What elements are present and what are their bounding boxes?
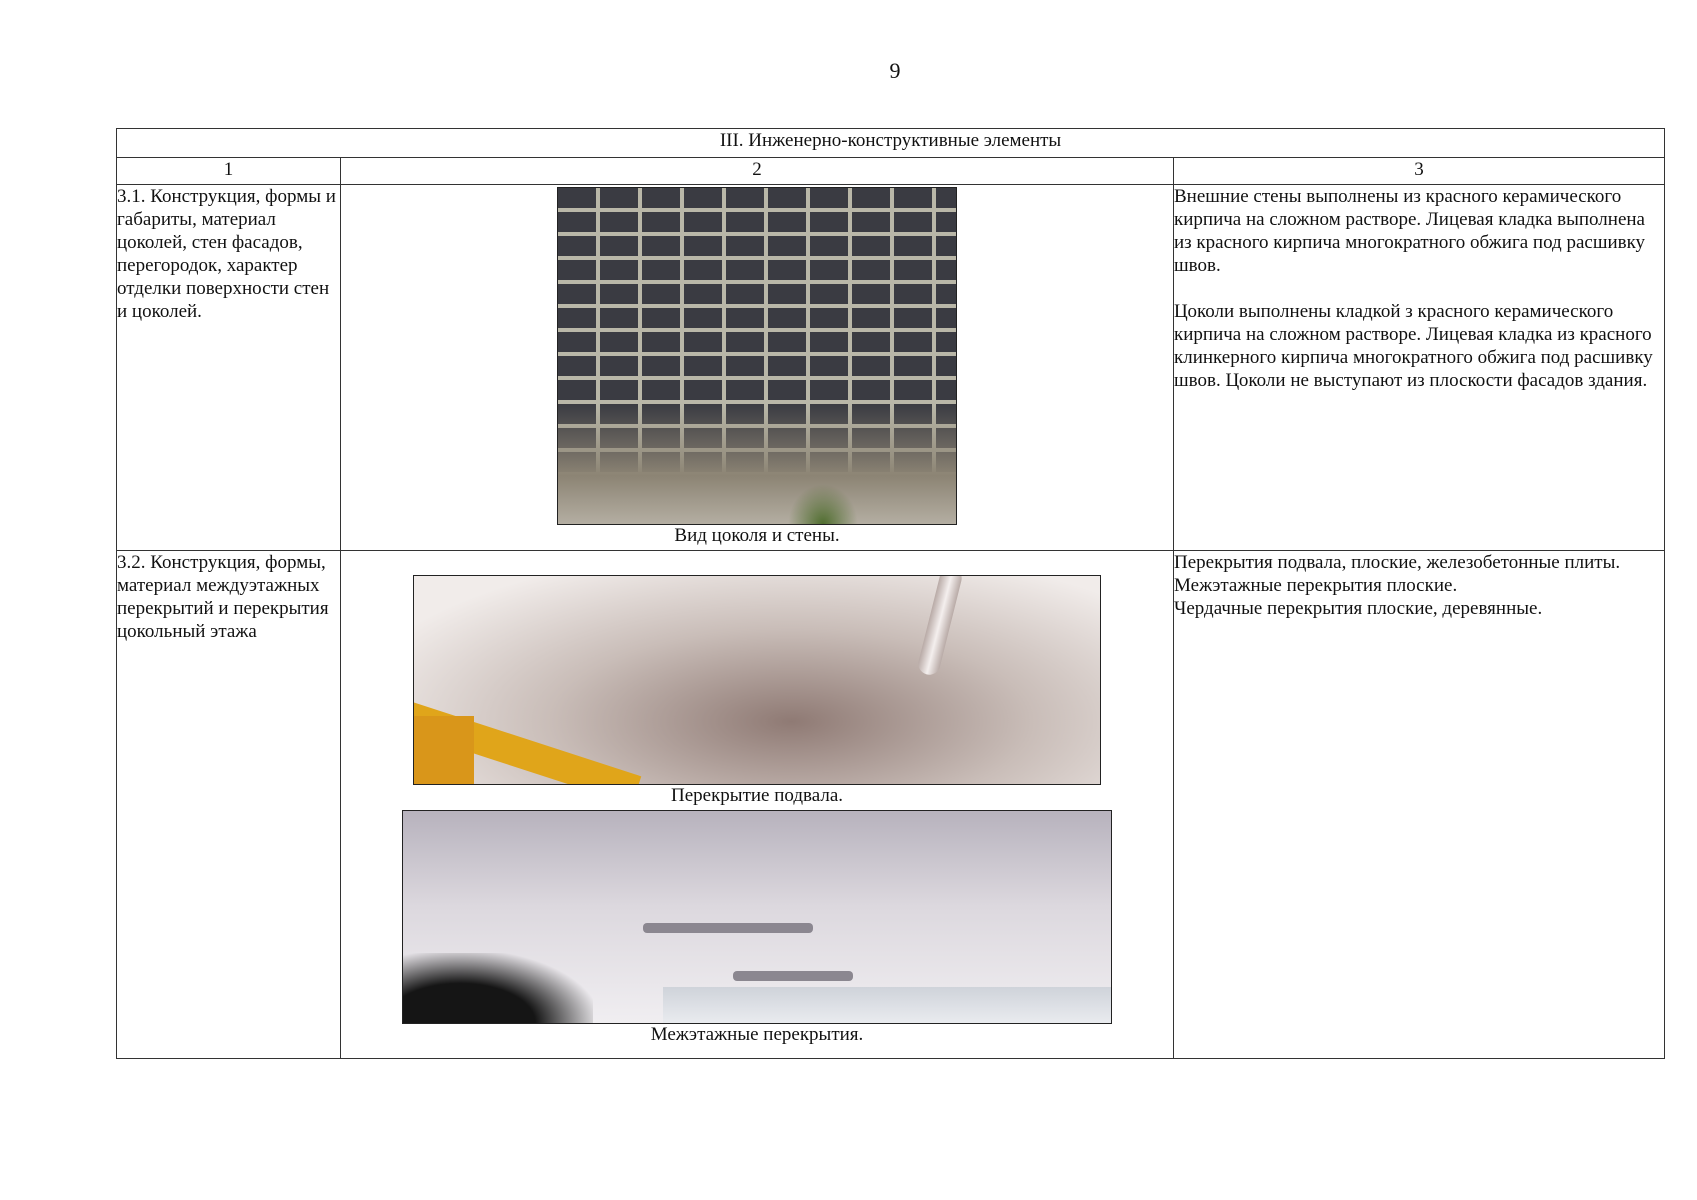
plinth-area: [558, 404, 956, 524]
table-row-3-1: [117, 185, 1665, 551]
description-cell: [1174, 185, 1665, 551]
photo-caption: Вид цоколя и стены.: [674, 525, 840, 546]
description-line: Чердачные перекрытия плоские, деревянные.: [1174, 598, 1543, 619]
column-numbers-row: [117, 158, 1665, 185]
column-number-1: 1: [117, 158, 341, 185]
row-label: 3.2. Конструкция, формы, материал междуэтажных перекрытий и перекрытия цокольный этажа: [117, 551, 341, 1059]
section-title-row: [117, 129, 1665, 158]
photo-caption: Перекрытие подвала.: [670, 785, 843, 806]
ceiling-lamp: [643, 923, 813, 933]
photo-cell: [341, 185, 1174, 551]
description-cell: [1174, 551, 1665, 1059]
description-paragraph: Цоколи выполнены кладкой з красного керамического кирпича на сложном растворе. Лицевая кладка из красного клинкерного кирпича многократного обжига под расшивку швов. Цоколи не выступают из плоскости фасадов здания.: [1174, 301, 1653, 391]
ceiling-lamp: [916, 575, 964, 677]
grass-patch: [788, 484, 858, 524]
description-line: Перекрытия подвала, плоские, железобетонные плиты.: [1174, 552, 1621, 573]
column-number-3: 3: [1174, 158, 1665, 185]
interfloor-ceiling-photo: [402, 810, 1112, 1024]
ceiling-lamp: [733, 971, 853, 981]
description-line: Межэтажные перекрытия плоские.: [1174, 575, 1458, 596]
section-title: III. Инженерно-конструктивные элементы: [117, 129, 1665, 158]
photo-cell: [341, 551, 1174, 1059]
engineering-elements-table: [116, 128, 1665, 1059]
column-number-2: 2: [341, 158, 1174, 185]
row-label: 3.1. Конструкция, формы и габариты, материал цоколей, стен фасадов, перегородок, характер отделки поверхности стен и цоколей.: [117, 185, 341, 551]
description-paragraph: Внешние стены выполнены из красного керамического кирпича на сложном растворе. Лицевая кладка выполнена из красного кирпича многократного обжига под расшивку швов.: [1174, 186, 1646, 276]
photo-caption: Межэтажные перекрытия.: [650, 1024, 864, 1045]
room-background: [663, 987, 1111, 1023]
yellow-beam: [414, 716, 474, 785]
brick-wall-photo: [557, 187, 957, 525]
page-number: 9: [889, 58, 901, 83]
table-row-3-2: [117, 551, 1665, 1059]
basement-ceiling-photo: [413, 575, 1101, 785]
shelving-silhouette: [403, 953, 593, 1023]
